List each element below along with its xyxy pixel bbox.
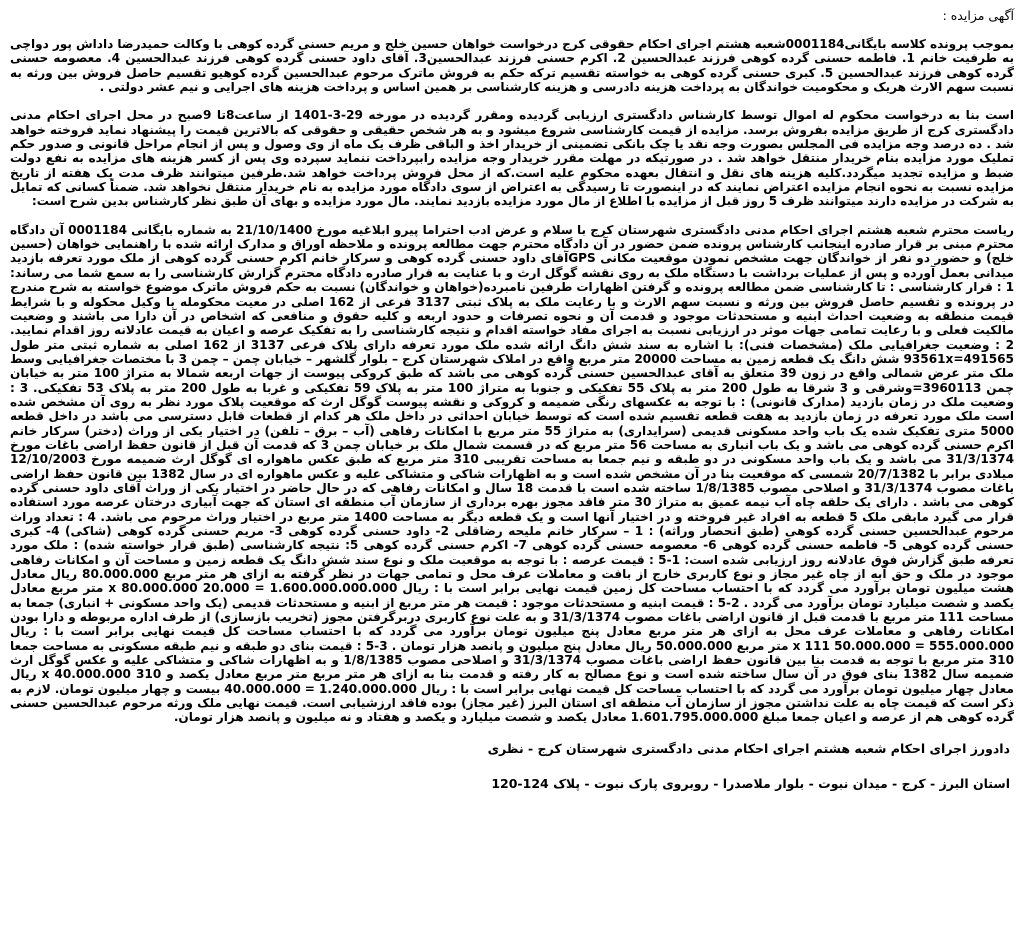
notice-title: آگهی مزایده :	[942, 8, 1014, 23]
expert-valuation-paragraph: است بنا به درخواست محکوم له اموال توسط کارشناس دادگستری ارزیابی گردیده ومقرر گردیده در مورخه 29-3-1401 از ساعت8تا 9صبح در محل اجرای احکام مدنی دادگستری کرج از طریق مزایده بفروش برسد. مزایده از قیمت کارشناسی شروع میشود و به هر شخص حقیقی و حقوقی که بالاترین قیمت را پیشنهاد نماید فروخته خواهد شد . ده درصد وجه مزایده فی المجلس بصورت وجه نقد یا چک بانکی تضمینی از خریدار اخذ و الباقی ظرف یک ماه از وی وصول و پس از انجام مراحل قانونی و صدور حکم تملیک مورد مزایده بنام خریدار منتقل خواهد شد . در صورتیکه در مهلت مقرر خریدار وجه مزایده رابپرداخت ننماید سپرده وی پس از کسر هزینه های مزایده به نفع دولت ضبط و مزایده تجدید میگردد.کلیه هزینه های نقل و انتقال بعهده محکوم علیه است.که از محل فروش پرداخت خواهد شد.طرفین میتوانند ظرف مدت یک هفته از تاریخ مزایده نسبت به نحوه انجام مزایده اعتراض نمایند که در اینصورت تا رسیدگی به اعتراض از سوی دادگاه مورد مزایده به نام خریدار منتقل نخواهد شد. ضمناً کسانی که تمایل به شرکت در مزایده دارند میتوانند ظرف 5 روز قبل از مزایده با اطلاع از مال مورد مزایده بازدید نمایند. مال مورد مزایده و بهای آن طبق نظر کارشناس بدین شرح است:	[10, 108, 1014, 209]
expert-report-paragraph: ریاست محترم شعبه هشتم اجرای احکام مدنی دادگستری شهرستان کرج با سلام و عرض ادب احتراما پیرو ابلاغیه مورخ 21/10/1400 به شماره بایگانی 0001184 آن دادگاه محترم مبنی بر قرار صادره اینجانب کارشناس پرونده ضمن حضور در آن دادگاه محترم جهت مطالعه پرونده و ملاحظه اوراق و مدارک ارائه شده با راهنمایی خواهان (حسین خلج) و حضور دو نفر از خواندگان جهت مشخص نمودن موقعیت مکانی GPSآقای داود حسنی گرده کوهی و سرکار خانم اکرم حسنی گرده کوهی از ملک مورد تعرفه بازدید میدانی بعمل آورده و پس از عملیات برداشت با دستگاه ملک به روی نقشه گوگل ارث و با عنایت به قرار صادره دادگاه محترم گزارش کارشناسی را به سمع شما می رساند: 1 : قرار کارشناسی : تا کارشناسی ضمن مطالعه پرونده و گرفتن اظهارات طرفین نامبرده(خواهان و خواندگان) نسبت به حکم فروش ماترک موضوع خواسته به شرح مندرج در پرونده و تقسیم حاصل فروش بین ورثه و نسبت سهم الارث و با رعایت ملک به پلاک ثبتی 3137 فرعی از 162 اصلی در معیت محکومله با وکیل محکوله و با شرایط قیمت منطقه به وضعیت احداث ابنیه و مستحدثات موجود و قدمت آن و نحوه تصرفات و حدود اربعه و کلیه حقوق و منافعی که اشخاص در آن دارا می باشند و وضعیت مالکیت فعلی و با رعایت تمامی جهات موثر در ارزیابی نسبت به اجرای مفاد خواسته اقدام و نتیجه کارشناسی را به تفکیک عرصه و اعیان به قیمت عادلانه روز اقدام نمایید. 2 : وضعیت جغرافیایی ملک (مشخصات فنی): با اشاره به سند شش دانگ ارائه شده ملک مورد تعرفه دارای پلاک فرعی 3137 از 162 اصلی به شماره ثبتی متر طول 491565=93561x شش دانگ یک قطعه زمین به مساحت 20000 متر مربع واقع در املاک شهرستان کرج – بلوار گلشهر – خیابان چمن – چمن 3 با مختصات جغرافیایی وسط ملک متر عرض شمالی واقع در زون 39 متعلق به آقای عبدالحسین حسنی گرده کوهی می باشد که طبق کروکی پیوست از جهات اربعه شمالا به متراژ 100 متر به خیابان چمن 3960113=وشرقی و 3 شرقا به طول 200 متر به پلاک 55 تفکیکی و جنوبا به متراژ 100 متر به پلاک 59 تفکیکی و غربا به طول 200 متر به پلاک 53 تفکیکی. 3 : وضعیت ملک در زمان بازدید (مدارک قانونی) : با توجه به عکسهای رنگی ضمیمه و کروکی و نقشه پیوست گوگل ارث که موقعیت پلاک مورد نظر به روی آن مشخص شده است ملک مورد تعرفه در زمان بازدید به هفت قطعه تقسیم شده است که توسط خیابان احداثی در داخل ملک هر کدام از قطعات قابل دسترسی می باشد در داخل قطعه 5000 متری تفکیک شده یک باب واحد مسکونی قدیمی (سرایداری) به متراژ 55 متر مربع با امکانات رفاهی (آب – برق – تلفن) در اختیار یکی از وراث (دختر) سرکار خانم اکرم حسنی گرده کوهی می باشد و یک باب انباری به مساحت 56 متر مربع که در قسمت شمال ملک بر خیابان چمن 3 که قدمت آن قبل از قانون حفظ اراضی باغات مورخ 31/3/1374 می باشد و یک باب واحد مسکونی در دو طبقه و نیم جمعا به مساحت تقریبی 310 متر مربع که طبق عکس ماهواره ای گوگل ارث ضمیمه مورخ 12/10/2003 میلادی برابر با 20/7/1382 شمسی که موقعیت بنا در آن مشخص شده است و به اظهارات شاکی و متشاکی علیه و عکس ماهواره ای در سال 1382 بین قانون حفظ اراضی باغات مصوب 31/3/1374 و اصلاحی مصوب 1/8/1385 ساخته شده است با قدمت 18 سال و امکانات رفاهی که در حال حاضر در اختیار یکی از وراث آقای داود حسنی گرده کوهی می باشد . دارای یک حلقه چاه آب نیمه عمیق به متراژ 30 متر فاقد مجوز بهره برداری از سازمان آب منطقه ای استان که جهت آبیاری درختان عرصه مورد استفاده قرار می گیرد مابقی ملک 5 قطعه به افراد غیر فروخته و در اختیار آنها است و یک قطعه دیگر به مساحت 1400 متر مربع در اختیار وراث مرحوم می باشد. 4 : تعداد وراث مرحوم عبدالحسین حسنی گرده کوهی (طبق انحصار وراثه) : 1 – سرکار خانم ملیحه رضاقلی 2- داود حسنی گرده کوهی 3- مریم حسنی گرده کوهی (شاکی) 4- کبری حسنی گرده کوهی 5- فاطمه حسنی گرده کوهی 6- معصومه حسنی گرده کوهی 7- اکرم حسنی گرده کوهی 5: نتیجه کارشناسی (طبق قرار خواسته شده) : ملک مورد تعرفه طبق گزارش فوق عادلانه روز ارزیابی شده است: 1-5 : قیمت عرصه : با توجه به موقعیت ملک و نوع سند شش دانگ یک قطعه زمین و مساحت آن و امکانات رفاهی موجود در ملک و حق آبه از چاه غیر مجاز و نوع کاربری خارج از بافت و معاملات عرف محل و تمامی جهات در نظر گرفته به ازای هر متر مربع 80.000.000 ریال معادل هشت میلیون تومان برآورد می گردد که با احتساب مساحت کل زمین قیمت نهایی برابر است با : ریال 1.600.000.000.000 = 20.000 x 80.000.000 متر مربع معادل یکصد و شصت میلیارد تومان برآورد می گردد . 2-5 : قیمت ابنیه و مستحدثات موجود : قیمت هر متر مربع از ابنیه و مستحدثات قدیمی (یک واحد مسکونی + انباری) جمعا به مساحت 111 متر مربع با قدمت قبل از قانون اراضی باغات مصوب 31/3/1374 و به علت نوع کاربری دربرگرفتن مجوز (تخریب بازسازی) از طرف اداره مربوطه و دارا بودن امکانات رفاهی و معاملات عرف محل به ازای هر متر مربع معادل پنج میلیون تومان برآورد می گردد که با احتساب مساحت کل قیمت نهایی برابر است با : ریال 555.000.000 = 50.000.000 x 111 متر مربع 50.000.000 ریال معادل پنج میلیون و پانصد هزار تومان . 3-5 : قیمت بنای دو طبقه و نیم طبقه مسکونی به مساحت جمعا 310 متر مربع با توجه به قدمت بنا بین قانون حفظ اراضی باغات مصوب 31/3/1374 و اصلاحی مصوب 1/8/1385 و به اظهارات شاکی و متشاکی علیه و عکس گوگل ارث ضمیمه سال 1382 بنای فوق در آن سال ساخته شده است و نوع مصالح به کار رفته و قدمت بنا به ازای هر متر مربع متر مربع معادل یکصد و 310 x 40.000.000 ریال معادل چهار میلیون تومان برآورد می گردد که با احتساب مساحت کل قیمت نهایی برابر است با : ریال 1.240.000.000 = 40.000.000 بیست و چهار میلیون تومان. لازم به ذکر است که قیمت چاه به علت نداشتن مجوز از سازمان آب منطقه ای استان البرز (غیر مجاز) بوده فاقد ارزشیابی است. قیمت نهایی ملک ورثه مرحوم عبدالحسین حسنی گرده کوهی هم از عرصه و اعیان جمعا مبلغ 1.601.795.000.000 معادل یکصد و شصت میلیارد و یکصد و هفتاد و نه میلیون و پانصد هزار تومان.	[10, 222, 1015, 725]
signature-line: دادورز اجرای احکام شعبه هشتم اجرای احکام مدنی دادگستری شهرستان کرج - نظری	[487, 740, 1010, 756]
address-line: استان البرز - کرج - میدان نبوت - بلوار ملاصدرا - روبروی پارک نبوت - پلاک 124-120	[491, 775, 1010, 791]
case-paragraph: بموجب پرونده کلاسه بایگانی0001184شعبه هشتم اجرای احکام حقوقی کرج درخواست خواهان حسین خلج و مریم حسنی گرده کوهی با وکالت حمیدرضا داداش پور دواچی به طرفیت خانم 1. فاطمه حسنی گرده کوهی فرزند عبدالحسین 2. اکرم حسنی فرزند عبدالحسین3. آقای داود حسنی گرده کوهی فرزند عبدالحسین 4. معصومه حسنی گرده کوهی فرزند عبدالحسین 5. کبری حسنی گرده کوهی به خواسته تقسیم ترکه حکم به فروش ماترک مرحوم عبدالحسین گرده کوهیو تقسیم حاصل فروش بین ورثه به نسبت سهم الارث هریک و محکومیت خواندگان به پرداخت هزینه دادرسی و هزینه کارشناسی بر همین اساس و پرداخت هزینه های اجرایی و نیم عشر دولتی .	[10, 37, 1014, 95]
